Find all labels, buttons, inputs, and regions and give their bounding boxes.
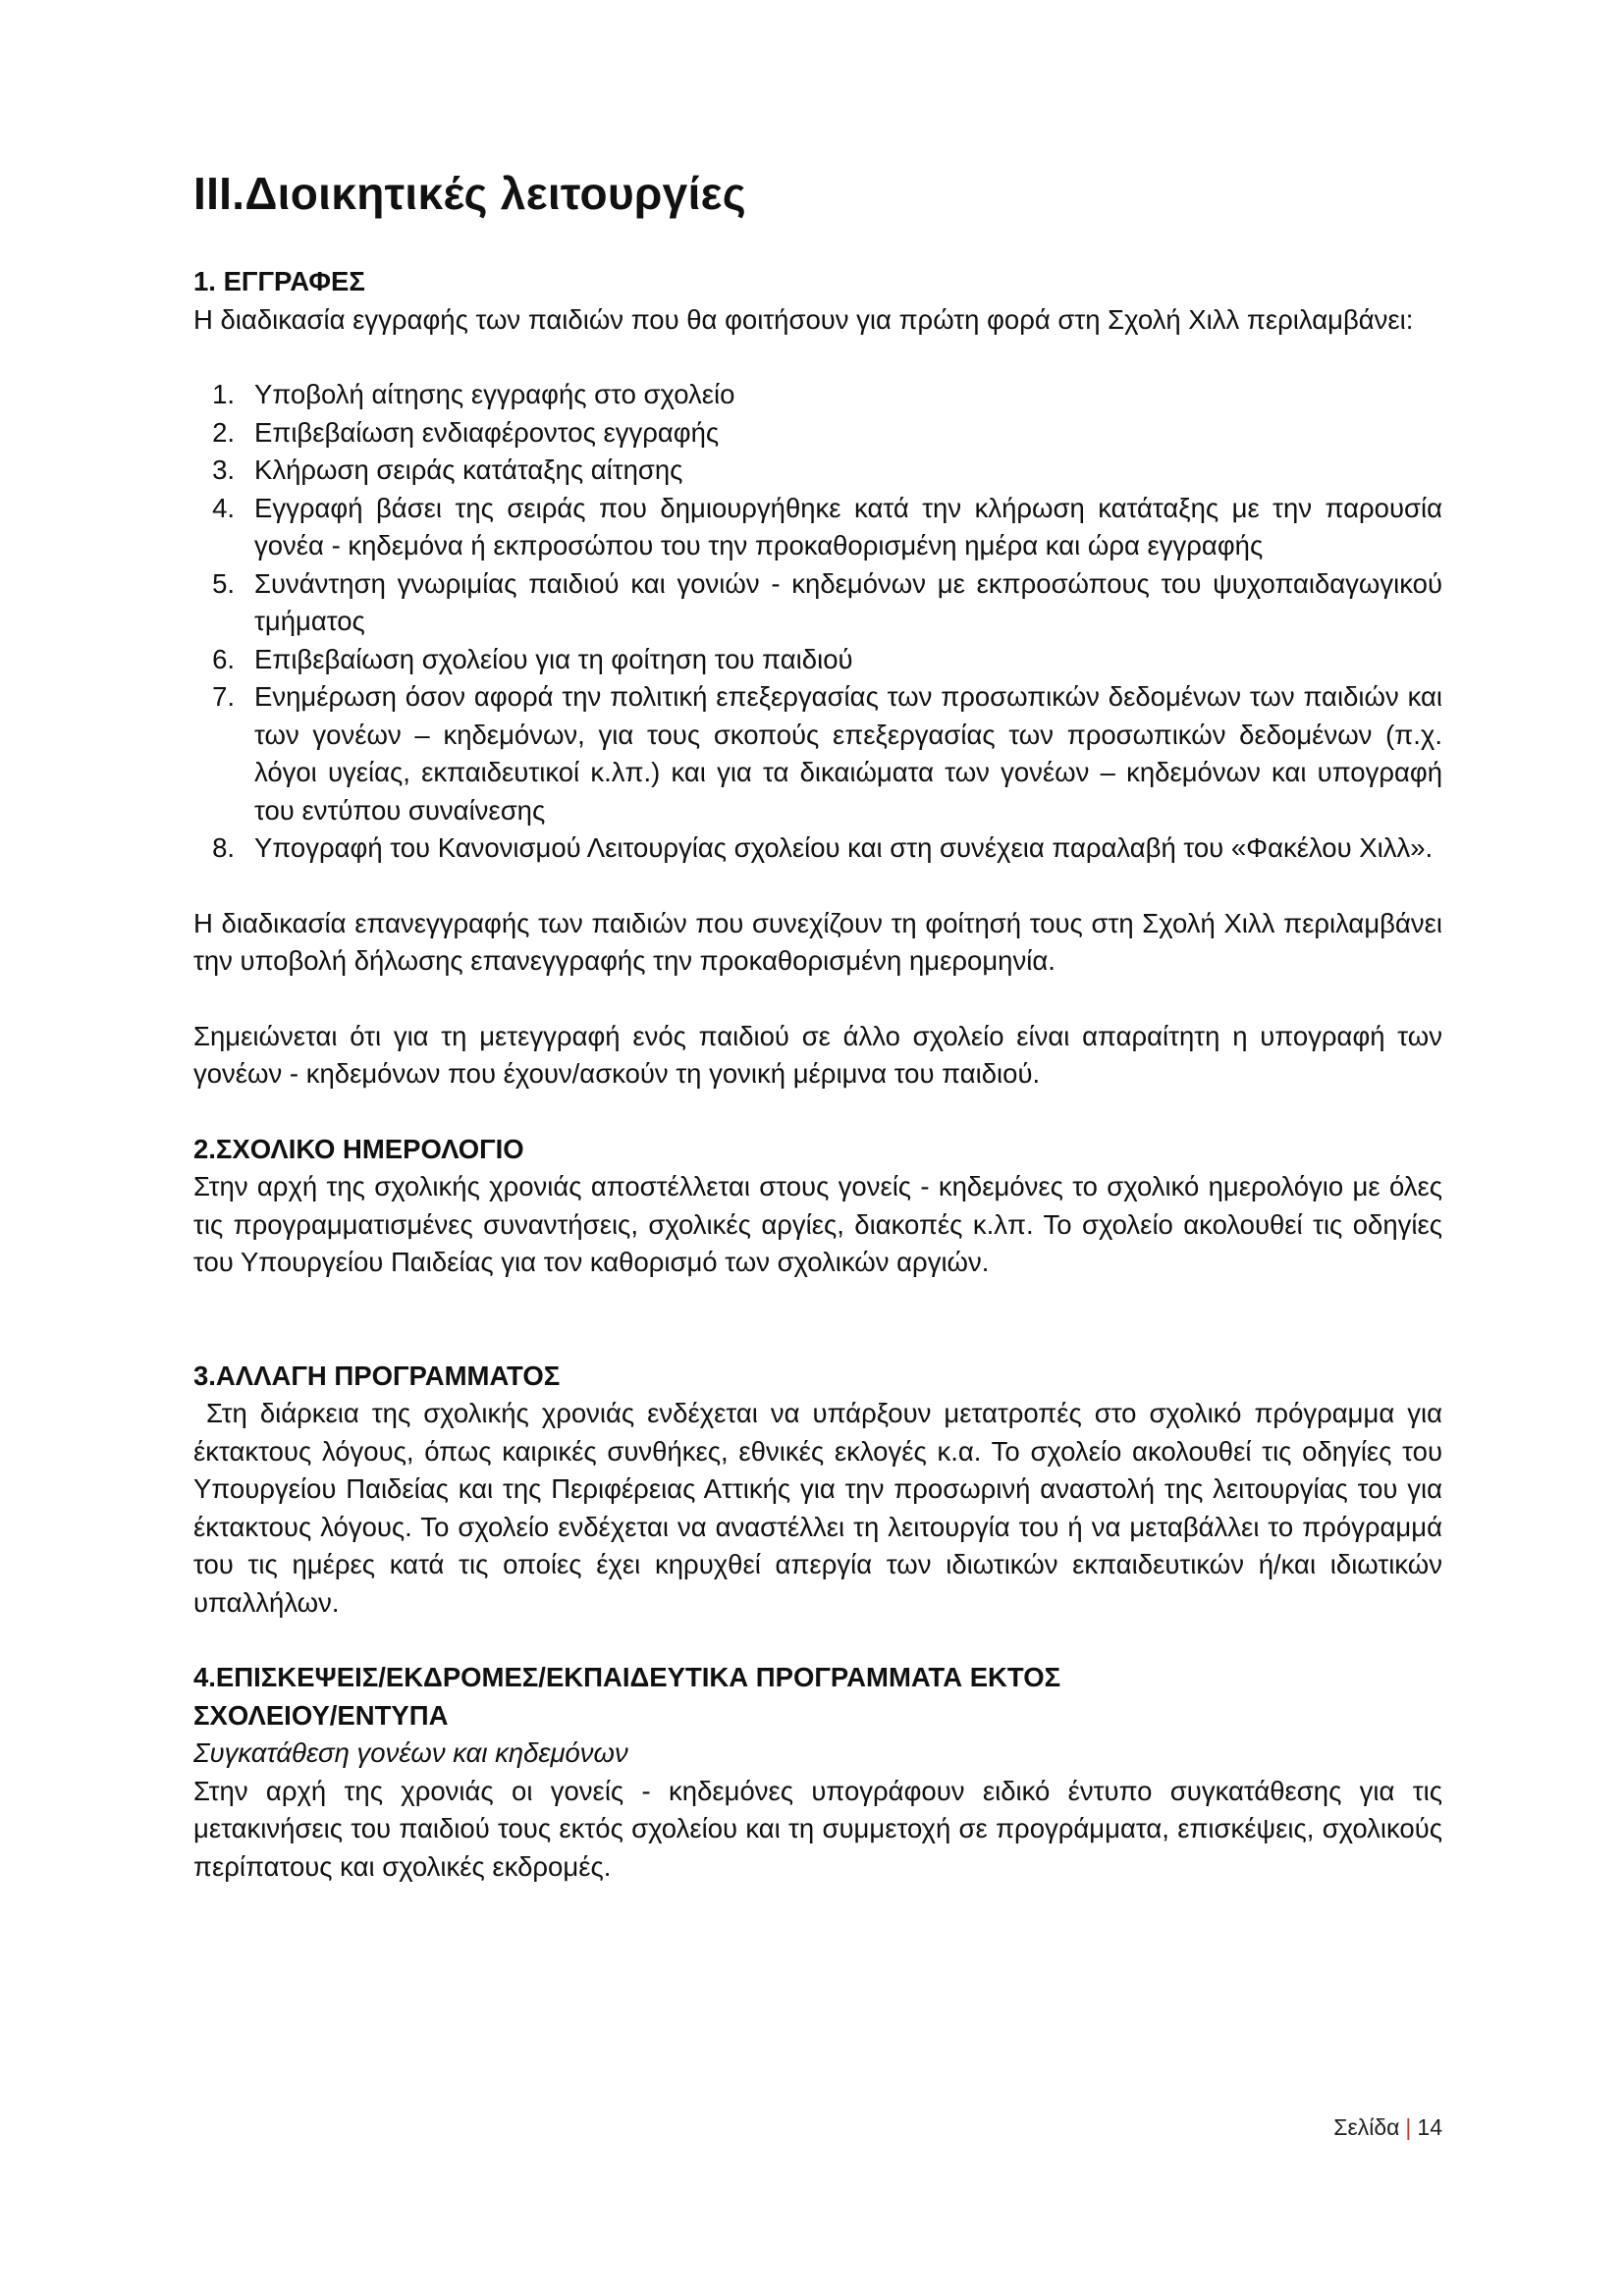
section-school-calendar (193, 1131, 1442, 1282)
section-visits-excursions (193, 1659, 1442, 1886)
footer-separator: | (1405, 2114, 1412, 2140)
list-item (193, 565, 1442, 641)
transfer-paragraph: Σημειώνεται ότι για τη μετεγγραφή ενός παιδιού σε άλλο σχολείο είναι απαραίτητη η υπογραφή των γονέων - κηδεμόνων που έχουν/ασκούν τη γονική μέριμνα του παιδιού. (193, 1020, 1442, 1089)
enrollment-steps-list (193, 376, 1442, 868)
document-body (193, 263, 1450, 1886)
list-item-number: 2. (212, 416, 235, 448)
schedule-change-paragraph: Στη διάρκεια της σχολικής χρονιάς ενδέχεται να υπάρξουν μετατροπές στο σχολικό πρόγραμμα για έκτακτους λόγους, όπως καιρικές συνθήκες, εθνικές εκλογές κ.α. Το σχολείο ακολουθεί τις οδηγίες του Υπουργείου Παιδείας και της Περιφέρειας Αττικής για την προσωρινή αναστολή της λειτουργίας του για έκτακτους λόγους. Το σχολείο ενδέχεται να αναστέλλει τη λειτουργία του ή να μεταβάλλει το πρόγραμμά του τις ημέρες κατά τις οποίες έχει κηρυχθεί απεργία των ιδιωτικών εκπαιδευτικών ή/και ιδιωτικών υπαλλήλων. (193, 1398, 1450, 1618)
footer-page-number: 14 (1417, 2114, 1442, 2140)
list-item-number: 5. (212, 567, 235, 599)
list-item-number: 4. (212, 492, 235, 523)
parental-consent-subheading: Συγκατάθεση γονέων και κηδεμόνων (193, 1737, 628, 1768)
page-footer (1333, 2114, 1442, 2141)
reenrollment-paragraph: Η διαδικασία επανεγγραφής των παιδιών που συνεχίζουν τη φοίτησή τους στη Σχολή Χιλλ περιλαμβάνει την υποβολή δήλωσης επανεγγραφής την προκαθορισμένη ημερομηνία. (193, 907, 1442, 976)
parental-consent-paragraph: Στην αρχή της χρονιάς οι γονείς - κηδεμόνες υπογράφουν ειδικό έντυπο συγκατάθεσης για τις μετακινήσεις του παιδιού τους εκτός σχολείου και τη συμμετοχή σε προγράμματα, επισκέψεις, σχολικούς περίπατους και σχολικές εκδρομές. (193, 1775, 1442, 1882)
list-item-number: 8. (212, 832, 235, 863)
footer-page-label: Σελίδα (1333, 2114, 1400, 2140)
list-item-text: Επιβεβαίωση σχολείου για τη φοίτηση του παιδιού (254, 643, 853, 674)
list-item-number: 1. (212, 379, 235, 409)
list-item (193, 678, 1442, 829)
section-heading-school-calendar: 2.ΣΧΟΛΙΚΟ ΗΜΕΡΟΛΟΓΙΟ (193, 1133, 524, 1164)
list-item (193, 452, 1442, 490)
list-item (193, 829, 1442, 868)
school-calendar-paragraph: Στην αρχή της σχολικής χρονιάς αποστέλλεται στους γονείς - κηδεμόνες το σχολικό ημερολόγιο με όλες τις προγραμματισμένες συναντήσεις, σχολικές αργίες, διακοπές κ.λπ. Το σχολείο ακολουθεί τις οδηγίες του Υπουργείου Παιδείας για τον καθορισμό των σχολικών αργιών. (193, 1171, 1442, 1277)
list-item-text: Επιβεβαίωση ενδιαφέροντος εγγραφής (254, 416, 720, 448)
page-title: III.Διοικητικές λειτουργίες (193, 168, 746, 219)
section-heading-enrollment: 1. ΕΓΓΡΑΦΕΣ (193, 266, 365, 296)
list-item (193, 490, 1442, 565)
list-item (193, 376, 1442, 414)
section-enrollment (193, 263, 1442, 1094)
section-heading-schedule-change: 3.ΑΛΛΑΓΗ ΠΡΟΓΡΑΜΜΑΤΟΣ (193, 1360, 561, 1391)
list-item-text: Κλήρωση σειράς κατάταξης αίτησης (254, 454, 683, 485)
list-item (193, 641, 1442, 679)
enrollment-intro: Η διαδικασία εγγραφής των παιδιών που θα φοιτήσουν για πρώτη φορά στη Σχολή Χιλλ περιλαμβάνει: (193, 303, 1414, 335)
list-item-text: Ενημέρωση όσον αφορά την πολιτική επεξεργασίας των προσωπικών δεδομένων των παιδιών και των γονέων – κηδεμόνων, για τους σκοπούς επεξεργασίας των προσωπικών δεδομένων (π.χ. λόγοι υγείας, εκπαιδευτικοί κ.λπ.) και για τα δικαιώματα των γονέων – κηδεμόνων και υπογραφή του εντύπου συναίνεσης (254, 681, 1442, 826)
list-item-text: Συνάντηση γνωριμίας παιδιού και γονιών - κηδεμόνων με εκπροσώπους του ψυχοπαιδαγωγικού τμήματος (254, 567, 1442, 636)
list-item-text: Υπογραφή του Κανονισμού Λειτουργίας σχολείου και στη συνέχεια παραλαβή του «Φακέλου Χιλλ». (254, 832, 1434, 863)
list-item-number: 6. (212, 643, 235, 674)
list-item-number: 3. (212, 454, 235, 485)
section-schedule-change (193, 1358, 1450, 1623)
section-heading-visits-line1: 4.ΕΠΙΣΚΕΨΕΙΣ/ΕΚΔΡΟΜΕΣ/ΕΚΠΑΙΔΕΥΤΙΚΑ ΠΡΟΓΡΑΜΜΑΤΑ ΕΚΤΟΣ (193, 1662, 1061, 1692)
section-heading-visits-line2: ΣΧΟΛΕΙΟΥ/ΕΝΤΥΠΑ (193, 1699, 449, 1731)
list-item-text: Εγγραφή βάσει της σειράς που δημιουργήθηκε κατά την κλήρωση κατάταξης με την παρουσία γονέα - κηδεμόνα ή εκπροσώπου του την προκαθορισμένη ημέρα και ώρα εγγραφής (254, 492, 1442, 561)
list-item (193, 414, 1442, 453)
list-item-text: Υποβολή αίτησης εγγραφής στο σχολείο (254, 379, 735, 409)
list-item-number: 7. (212, 681, 235, 712)
